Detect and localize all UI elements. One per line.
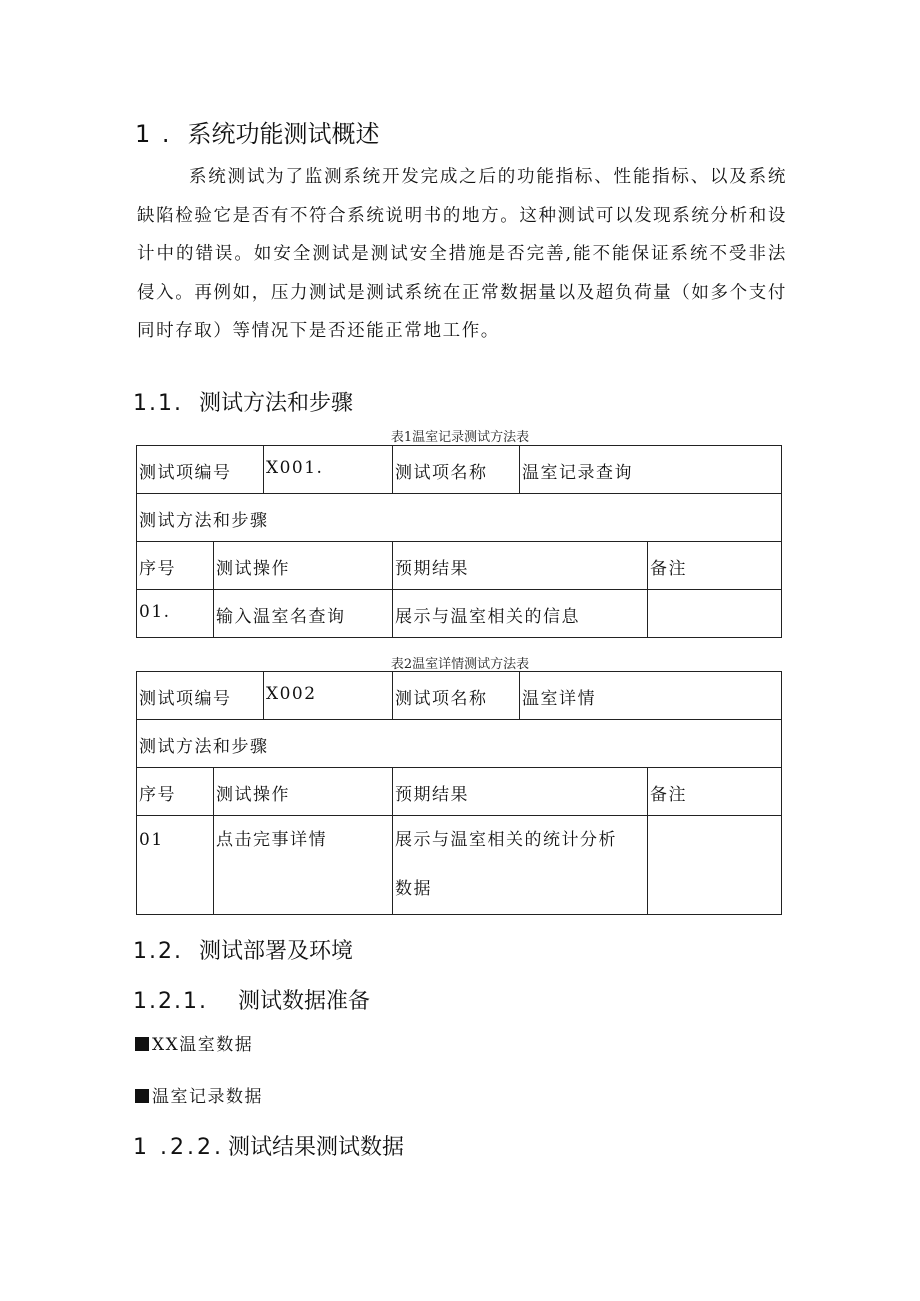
table-row: [137, 816, 782, 915]
header-seq: 序号: [137, 542, 214, 590]
table2-caption: 表2温室详情测试方法表: [390, 657, 530, 672]
id-label: 测试项编号: [137, 672, 264, 720]
method-label: 测试方法和步骤: [137, 720, 782, 768]
heading-title: 测试部署及环境: [198, 939, 353, 964]
header-note: 备注: [648, 542, 782, 590]
cell-expected: 展示与温室相关的统计分析数据: [393, 816, 648, 915]
bullet-item: [135, 1082, 263, 1107]
table-header-row: [137, 768, 782, 816]
table-row: [137, 720, 782, 768]
header-op: 测试操作: [214, 542, 393, 590]
heading-1-2-1: [133, 984, 370, 1015]
heading-number: 1 .2.2.: [133, 1135, 224, 1160]
id-value: X001.: [264, 446, 393, 494]
cell-note: [648, 590, 782, 638]
table-header-row: [137, 542, 782, 590]
cell-note: [648, 816, 782, 915]
table-row: [137, 590, 782, 638]
bullet-text: 温室记录数据: [152, 1087, 263, 1107]
cell-expected: 展示与温室相关的信息: [393, 590, 648, 638]
intro-paragraph: 系统测试为了监测系统开发完成之后的功能指标、性能指标、以及系统缺陷检验它是否有不符合系统说明书的地方。这种测试可以发现系统分析和设计中的错误。如安全测试是测试安全措施是否完善,能不能保证系统不受非法侵入。再例如，压力测试是测试系统在正常数据量以及超负荷量（如多个支付同时存取）等情况下是否还能正常地工作。: [137, 167, 787, 341]
heading-title: 测试方法和步骤: [198, 391, 353, 416]
id-value: X002: [264, 672, 393, 720]
header-op: 测试操作: [214, 768, 393, 816]
cell-op: 输入温室名查询: [214, 590, 393, 638]
header-expected: 预期结果: [393, 768, 648, 816]
name-value: 温室详情: [520, 672, 782, 720]
cell-seq: 01.: [137, 590, 214, 638]
table1-caption: 表1温室记录测试方法表: [390, 430, 530, 445]
heading-1: [135, 114, 380, 149]
header-expected: 预期结果: [393, 542, 648, 590]
square-bullet-icon: [135, 1037, 149, 1051]
cell-seq: 01: [137, 816, 214, 915]
table-row: [137, 446, 782, 494]
test-method-table-2: [136, 671, 782, 915]
heading-title: 系统功能测试概述: [187, 120, 380, 148]
heading-title: 测试数据准备: [237, 989, 370, 1014]
header-note: 备注: [648, 768, 782, 816]
method-label: 测试方法和步骤: [137, 494, 782, 542]
name-value: 温室记录查询: [520, 446, 782, 494]
id-label: 测试项编号: [137, 446, 264, 494]
table-row: [137, 494, 782, 542]
name-label: 测试项名称: [393, 446, 520, 494]
bullet-item: [135, 1030, 253, 1055]
cell-op: 点击完事详情: [214, 816, 393, 915]
heading-1-1: [133, 386, 353, 417]
square-bullet-icon: [135, 1089, 149, 1103]
name-label: 测试项名称: [393, 672, 520, 720]
heading-number: 1.2.: [133, 939, 183, 964]
table-row: [137, 672, 782, 720]
heading-1-2: [133, 934, 353, 965]
header-seq: 序号: [137, 768, 214, 816]
bullet-text: XX温室数据: [152, 1035, 254, 1055]
test-method-table-1: [136, 445, 782, 638]
heading-number: 1 .: [135, 120, 172, 148]
heading-1-2-2: [133, 1130, 404, 1161]
heading-number: 1.1.: [133, 391, 183, 416]
heading-number: 1.2.1.: [133, 989, 208, 1014]
heading-title: 测试结果测试数据: [227, 1135, 404, 1160]
